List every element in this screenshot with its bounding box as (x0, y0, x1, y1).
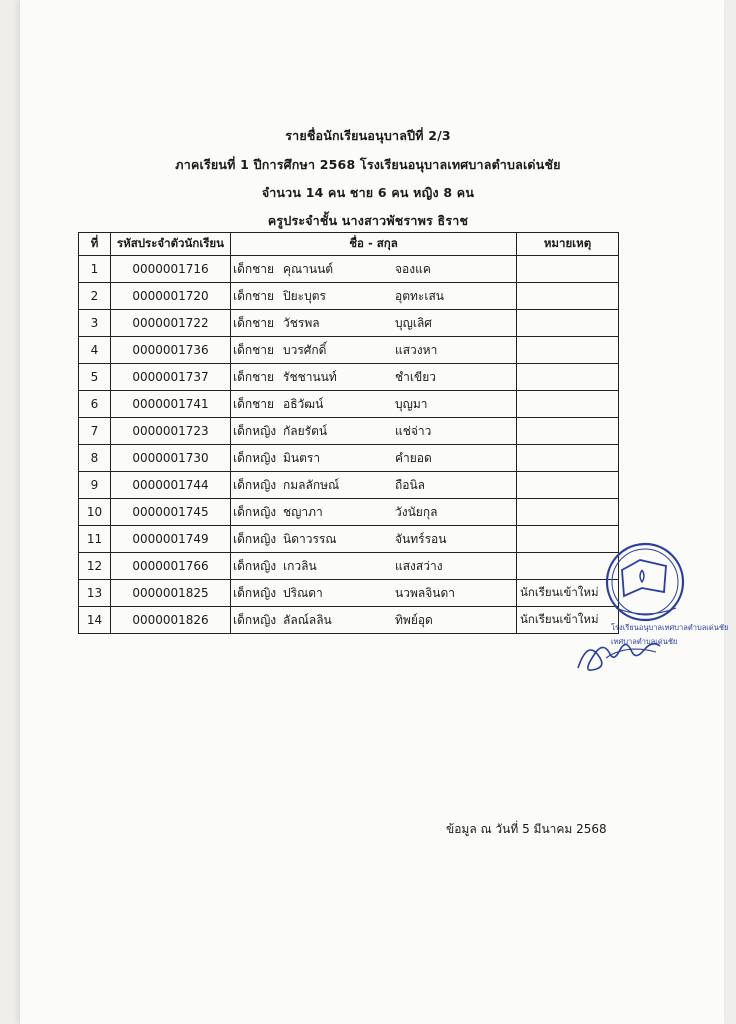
student-count-line: จำนวน 14 คน ชาย 6 คน หญิง 8 คน (261, 185, 475, 200)
student-id: 0000001730 (111, 445, 231, 472)
first-name: คุณานนต์ (283, 261, 334, 276)
row-number: 12 (79, 553, 111, 580)
last-name: นวพลจินดา (395, 585, 455, 600)
last-name: แสวงหา (395, 342, 438, 357)
student-full-name (231, 283, 517, 310)
student-full-name (231, 472, 517, 499)
first-name: นิดาวรรณ (283, 531, 337, 546)
name-prefix: เด็กหญิง (233, 450, 277, 465)
student-full-name (231, 580, 517, 607)
row-number: 10 (79, 499, 111, 526)
remark-text: นักเรียนเข้าใหม่ (520, 612, 599, 626)
last-name: แสงสว่าง (395, 558, 443, 573)
first-name: ลัลณ์ลลิน (283, 612, 332, 627)
remark-cell (517, 391, 619, 418)
last-name: บุญมา (395, 396, 428, 411)
remark-text (517, 532, 520, 546)
data-as-of-date: ข้อมูล ณ วันที่ 5 มีนาคม 2568 (446, 822, 607, 836)
table-body (79, 256, 619, 634)
table-row (79, 526, 619, 553)
first-name: ปิยะบุตร (283, 288, 326, 303)
last-name: บุญเลิศ (395, 315, 432, 330)
row-number: 2 (79, 283, 111, 310)
row-number: 14 (79, 607, 111, 634)
remark-text (517, 262, 520, 276)
remark-text (517, 451, 520, 465)
remark-cell (517, 310, 619, 337)
last-name: ถือนิล (395, 477, 426, 492)
term-school-line: ภาคเรียนที่ 1 ปีการศึกษา 2568 โรงเรียนอนุบาลเทศบาลตำบลเด่นชัย (175, 157, 561, 172)
stamp-municipality-name: เทศบาลตำบลเด่นชัย (611, 637, 678, 646)
name-prefix: เด็กหญิง (233, 423, 277, 438)
first-name: เกวลิน (283, 558, 317, 573)
name-prefix: เด็กชาย (233, 369, 275, 384)
remark-cell (517, 499, 619, 526)
student-id: 0000001741 (111, 391, 231, 418)
name-prefix: เด็กหญิง (233, 612, 277, 627)
row-number: 8 (79, 445, 111, 472)
remark-text (517, 289, 520, 303)
last-name: แช่จ่าว (395, 423, 432, 438)
student-id: 0000001737 (111, 364, 231, 391)
first-name: วัชรพล (283, 315, 320, 330)
student-id: 0000001825 (111, 580, 231, 607)
remark-text (517, 370, 520, 384)
row-number: 6 (79, 391, 111, 418)
table-row (79, 310, 619, 337)
first-name: บวรศักดิ์ (283, 342, 327, 357)
column-header-remarks: หมายเหตุ (517, 233, 619, 256)
student-id: 0000001744 (111, 472, 231, 499)
row-number: 3 (79, 310, 111, 337)
student-id: 0000001722 (111, 310, 231, 337)
name-prefix: เด็กหญิง (233, 585, 277, 600)
row-number: 9 (79, 472, 111, 499)
row-number: 7 (79, 418, 111, 445)
name-prefix: เด็กชาย (233, 261, 275, 276)
remark-text (517, 559, 520, 573)
row-number: 1 (79, 256, 111, 283)
name-prefix: เด็กหญิง (233, 531, 277, 546)
name-prefix: เด็กหญิง (233, 558, 277, 573)
first-name: อธิวัฒน์ (283, 396, 324, 411)
row-number: 4 (79, 337, 111, 364)
homeroom-teacher-line: ครูประจำชั้น นางสาวพัชราพร ธิราช (267, 213, 469, 228)
table-row (79, 364, 619, 391)
remark-text (517, 424, 520, 438)
student-roster-table (78, 232, 619, 634)
table-row (79, 445, 619, 472)
student-full-name (231, 445, 517, 472)
name-prefix: เด็กหญิง (233, 477, 277, 492)
remark-cell (517, 337, 619, 364)
student-full-name (231, 553, 517, 580)
name-prefix: เด็กชาย (233, 396, 275, 411)
student-full-name (231, 364, 517, 391)
remark-cell (517, 256, 619, 283)
table-row (79, 256, 619, 283)
remark-text (517, 397, 520, 411)
student-full-name (231, 526, 517, 553)
student-id: 0000001766 (111, 553, 231, 580)
first-name: ชญาภา (283, 504, 323, 519)
last-name: ทิพย์อุด (395, 612, 433, 627)
name-prefix: เด็กหญิง (233, 504, 277, 519)
student-id: 0000001720 (111, 283, 231, 310)
remark-cell (517, 418, 619, 445)
column-header-full-name: ชื่อ - สกุล (231, 233, 517, 256)
table-row (79, 391, 619, 418)
remark-text (517, 316, 520, 330)
table-row (79, 337, 619, 364)
first-name: มินตรา (283, 450, 321, 465)
first-name: ปริณดา (283, 585, 323, 600)
remark-cell (517, 445, 619, 472)
name-prefix: เด็กชาย (233, 315, 275, 330)
remark-text (517, 343, 520, 357)
table-row (79, 283, 619, 310)
remark-text (517, 505, 520, 519)
table-row (79, 580, 619, 607)
row-number: 11 (79, 526, 111, 553)
remark-cell (517, 472, 619, 499)
last-name: จันทร์รอน (395, 531, 447, 546)
stamp-school-name: โรงเรียนอนุบาลเทศบาลตำบลเด่นชัย (611, 623, 729, 632)
table-header-row (79, 233, 619, 256)
student-full-name (231, 391, 517, 418)
name-prefix: เด็กชาย (233, 288, 275, 303)
name-prefix: เด็กชาย (233, 342, 275, 357)
remark-text: นักเรียนเข้าใหม่ (520, 585, 599, 599)
last-name: คำยอด (395, 450, 432, 465)
student-id: 0000001716 (111, 256, 231, 283)
remark-cell (517, 364, 619, 391)
student-full-name (231, 499, 517, 526)
row-number: 5 (79, 364, 111, 391)
student-full-name (231, 337, 517, 364)
first-name: รัชชานนท์ (283, 369, 337, 384)
student-id: 0000001826 (111, 607, 231, 634)
table-row (79, 499, 619, 526)
student-id: 0000001749 (111, 526, 231, 553)
last-name: ชำเขียว (395, 369, 436, 384)
remark-cell (517, 283, 619, 310)
first-name: กมลลักษณ์ (283, 477, 340, 492)
table-row (79, 418, 619, 445)
row-number: 13 (79, 580, 111, 607)
last-name: วังนัยกุล (395, 504, 438, 519)
school-seal-stamp (566, 530, 729, 680)
student-full-name (231, 607, 517, 634)
remark-text (517, 478, 520, 492)
table-row (79, 607, 619, 634)
student-id: 0000001723 (111, 418, 231, 445)
student-full-name (231, 310, 517, 337)
student-full-name (231, 256, 517, 283)
document-title: รายชื่อนักเรียนอนุบาลปีที่ 2/3 (285, 128, 451, 143)
last-name: จองแค (395, 261, 431, 276)
last-name: อุตทะเสน (395, 288, 444, 303)
table-row (79, 472, 619, 499)
student-full-name (231, 418, 517, 445)
column-header-number: ที่ (79, 233, 111, 256)
first-name: กัลยรัตน์ (283, 423, 328, 438)
table-row (79, 553, 619, 580)
student-id: 0000001745 (111, 499, 231, 526)
column-header-student-id: รหัสประจำตัวนักเรียน (111, 233, 231, 256)
student-id: 0000001736 (111, 337, 231, 364)
